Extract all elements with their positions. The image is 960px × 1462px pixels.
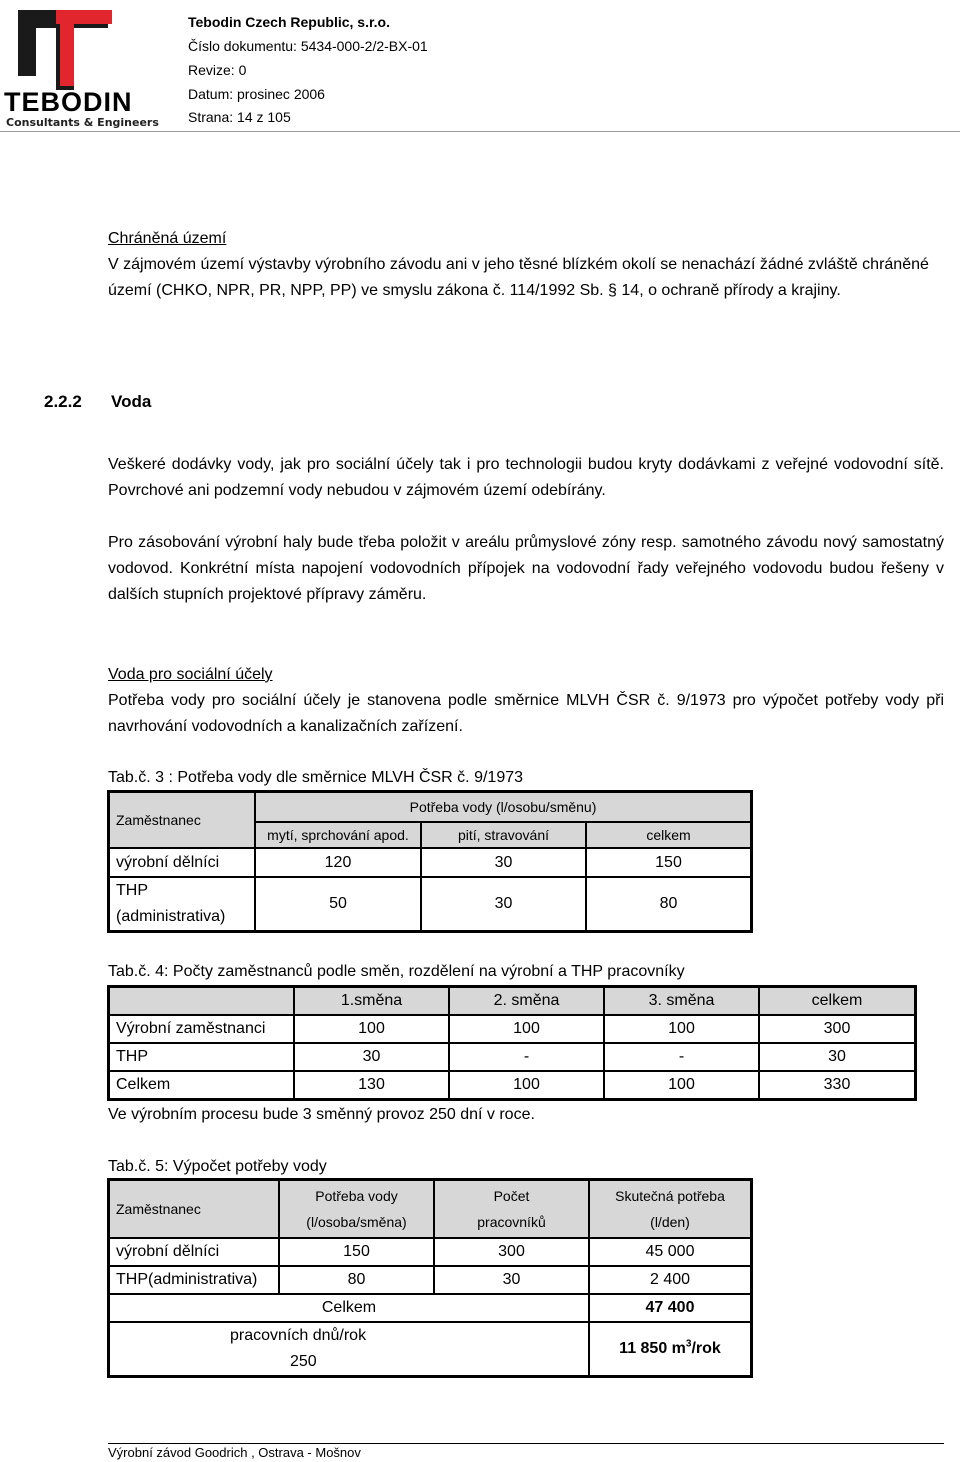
table4-header-shift1: 1.směna — [294, 987, 449, 1015]
table5-header-count-line1: Počet — [493, 1188, 530, 1204]
document-number: Číslo dokumentu: 5434-000-2/2-BX-01 — [188, 38, 428, 54]
table5-yearly-amount: 11 850 m — [619, 1340, 686, 1357]
table5-days-label: pracovních dnů/rok — [230, 1327, 367, 1344]
social-water-heading: Voda pro sociální účely — [108, 666, 273, 683]
table4-header-shift2: 2. směna — [449, 987, 604, 1015]
footer-text: Výrobní závod Goodrich , Ostrava - Mošnov — [108, 1445, 361, 1460]
table4-cell: 100 — [449, 1071, 604, 1099]
table5-header-count — [434, 1180, 589, 1238]
table4-cell: 100 — [294, 1015, 449, 1043]
protected-areas-heading: Chráněná území — [108, 230, 227, 247]
table5-cell: 300 — [434, 1238, 589, 1266]
table4-header-shift3: 3. směna — [604, 987, 759, 1015]
table5-cell: 45 000 — [589, 1238, 751, 1266]
table5-total-label: Celkem — [109, 1294, 589, 1322]
table3-row-label: výrobní dělníci — [109, 848, 255, 877]
table5-header-actual-line2: (l/den) — [650, 1214, 690, 1230]
table5-yearly-value — [589, 1322, 751, 1376]
table-row — [109, 1015, 915, 1043]
table-row — [109, 1238, 751, 1266]
shift-note: Ve výrobním procesu bude 3 směnný provoz 250 dní v roce. — [108, 1106, 535, 1123]
table5-total-value: 47 400 — [589, 1294, 751, 1322]
table4-cell: - — [449, 1043, 604, 1071]
section-number: 2.2.2 — [44, 392, 82, 411]
table3 — [107, 790, 753, 933]
table5-header-demand — [279, 1180, 434, 1238]
tebodin-logo-icon — [8, 6, 118, 90]
table4-row-label: Výrobní zaměstnanci — [109, 1015, 294, 1043]
table4-header-empty — [109, 987, 294, 1015]
table4-cell: 100 — [604, 1071, 759, 1099]
table4-cell: 300 — [759, 1015, 915, 1043]
logo-tagline: Consultants & Engineers — [6, 116, 159, 129]
header-divider — [0, 131, 960, 132]
table-row — [109, 1294, 751, 1322]
table4 — [107, 985, 917, 1101]
table-row — [109, 877, 751, 931]
logo-wordmark: TEBODIN — [4, 87, 133, 117]
table5-header-demand-line1: Potřeba vody — [315, 1188, 398, 1204]
table5-yearly-exponent: 3 — [685, 1338, 692, 1350]
table-row — [109, 1266, 751, 1294]
document-date: Datum: prosinec 2006 — [188, 86, 325, 102]
table3-row-label-line1: THP — [116, 882, 148, 899]
table3-row-label-line2: (administrativa) — [116, 908, 226, 925]
section-title: Voda — [111, 392, 152, 411]
revision: Revize: 0 — [188, 62, 247, 78]
table5-days-cell — [109, 1322, 589, 1376]
table4-cell: 100 — [604, 1015, 759, 1043]
water-paragraph-2: Pro zásobování výrobní haly bude třeba položit v areálu průmyslové zóny resp. samotného závodu nový samostatný vodovod. Konkrétní místa napojení vodovodních přípojek na vodovodní řady veřejného vodovodu budou řešeny v dalších stupních projektové přípravy záměru. — [108, 534, 944, 603]
table4-caption: Tab.č. 4: Počty zaměstnanců podle směn, rozdělení na výrobní a THP pracovníky — [108, 963, 685, 980]
table4-cell: - — [604, 1043, 759, 1071]
table4-cell: 330 — [759, 1071, 915, 1099]
table5 — [107, 1178, 753, 1378]
table3-cell: 50 — [255, 877, 421, 931]
table-row — [109, 848, 751, 877]
company-name: Tebodin Czech Republic, s.r.o. — [188, 14, 390, 30]
table3-subheader-total: celkem — [586, 822, 751, 848]
table3-row-label — [109, 877, 255, 931]
table3-subheader-drinking: pití, stravování — [421, 822, 586, 848]
table3-caption: Tab.č. 3 : Potřeba vody dle směrnice MLVH ČSR č. 9/1973 — [108, 769, 524, 786]
table5-header-demand-line2: (l/osoba/směna) — [306, 1214, 407, 1230]
table5-caption: Tab.č. 5: Výpočet potřeby vody — [108, 1158, 327, 1175]
table4-cell: 30 — [759, 1043, 915, 1071]
table3-cell: 80 — [586, 877, 751, 931]
tebodin-logo — [4, 6, 159, 129]
table4-cell: 30 — [294, 1043, 449, 1071]
table3-header-group: Potřeba vody (l/osobu/směnu) — [255, 792, 751, 822]
table5-yearly-unit: /rok — [691, 1340, 721, 1357]
page-number: Strana: 14 z 105 — [188, 109, 291, 125]
table5-header-employee: Zaměstnanec — [109, 1180, 279, 1238]
table5-cell: 30 — [434, 1266, 589, 1294]
protected-areas-text: V zájmovém území výstavby výrobního závodu ani v jeho těsné blízkém okolí se nenachází žádné zvláště chráněné území (CHKO, NPR, PR, NPP, PP) ve smyslu zákona č. 114/1992 Sb. § 14, o ochraně přírody a krajiny. — [108, 256, 929, 299]
table4-cell: 100 — [449, 1015, 604, 1043]
table3-subheader-washing: mytí, sprchování apod. — [255, 822, 421, 848]
table3-cell: 120 — [255, 848, 421, 877]
table-row — [109, 1043, 915, 1071]
table3-cell: 30 — [421, 877, 586, 931]
table3-header-employee: Zaměstnanec — [109, 792, 255, 848]
table-row — [109, 1071, 915, 1099]
table5-cell: 150 — [279, 1238, 434, 1266]
table-row — [109, 1322, 751, 1376]
table5-header-actual-line1: Skutečná potřeba — [615, 1188, 725, 1204]
table5-header-count-line2: pracovníků — [477, 1214, 546, 1230]
table5-days-value: 250 — [290, 1353, 317, 1370]
table5-header-actual — [589, 1180, 751, 1238]
table4-row-label: Celkem — [109, 1071, 294, 1099]
table4-header-total: celkem — [759, 987, 915, 1015]
table4-row-label: THP — [109, 1043, 294, 1071]
water-paragraph-1: Veškeré dodávky vody, jak pro sociální účely tak i pro technologii budou kryty dodávkami z veřejné vodovodní sítě. Povrchové ani podzemní vody nebudou v zájmovém území odebírány. — [108, 456, 944, 499]
table4-cell: 130 — [294, 1071, 449, 1099]
table3-cell: 30 — [421, 848, 586, 877]
footer-divider — [108, 1443, 944, 1444]
table5-row-label: THP(administrativa) — [109, 1266, 279, 1294]
social-water-text: Potřeba vody pro sociální účely je stanovena podle směrnice MLVH ČSR č. 9/1973 pro výpočet potřeby vody při navrhování vodovodních a kanalizačních zařízení. — [108, 692, 944, 735]
table5-cell: 80 — [279, 1266, 434, 1294]
table5-row-label: výrobní dělníci — [109, 1238, 279, 1266]
table3-cell: 150 — [586, 848, 751, 877]
table5-cell: 2 400 — [589, 1266, 751, 1294]
